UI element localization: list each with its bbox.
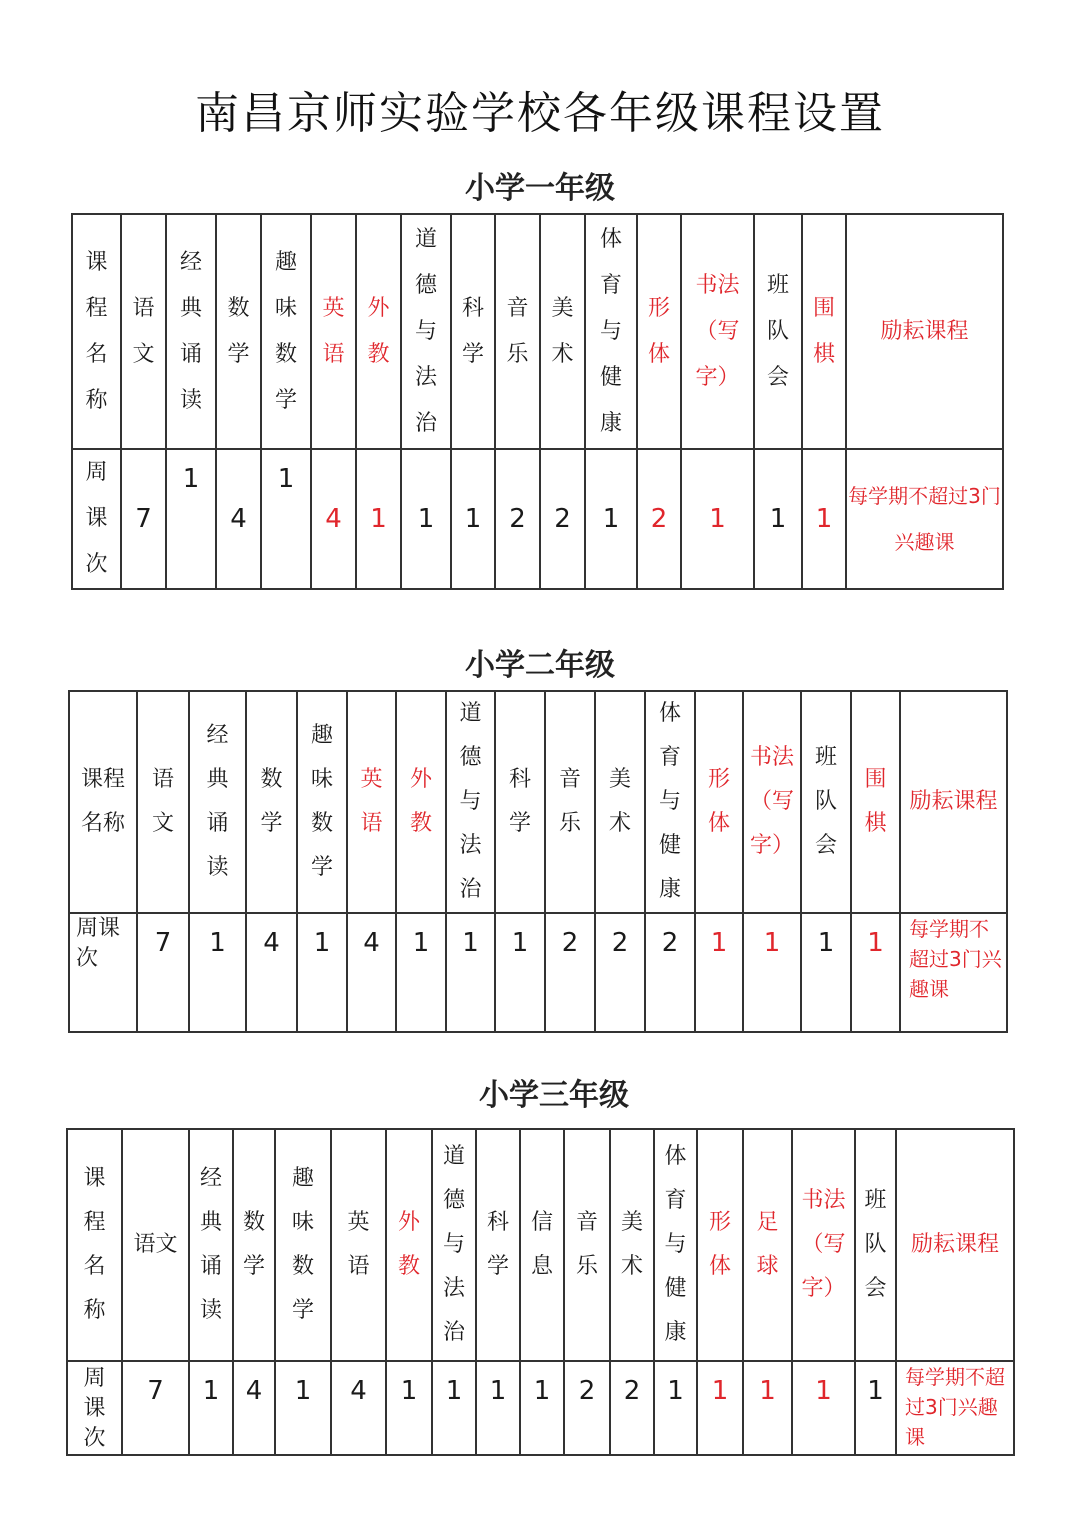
header-cell: 语文	[122, 1129, 189, 1361]
value-cell: 4	[311, 449, 356, 589]
value-cell: 2	[645, 913, 695, 1032]
header-cell: 形 体	[697, 1129, 743, 1361]
header-cell: 足 球	[743, 1129, 792, 1361]
value-cell: 1	[520, 1361, 564, 1455]
header-cell: 科 学	[495, 691, 545, 913]
row-label: 周课 次	[69, 913, 137, 1032]
value-cell: 4	[347, 913, 396, 1032]
value-cell: 7	[122, 1361, 189, 1455]
header-cell: 书法 （写 字）	[792, 1129, 855, 1361]
value-cell: 4	[331, 1361, 386, 1455]
value-cell: 1	[743, 913, 801, 1032]
page-title: 南昌京师实验学校各年级课程设置	[195, 88, 885, 140]
grade-2-table	[68, 690, 1008, 1033]
header-cell: 趣 味 数 学	[261, 214, 311, 449]
header-cell: 外 教	[386, 1129, 432, 1361]
row-label: 周 课 次	[67, 1361, 122, 1455]
header-cell: 书法 （写 字）	[681, 214, 754, 449]
value-cell: 1	[743, 1361, 792, 1455]
value-cell: 1	[792, 1361, 855, 1455]
value-cell: 1	[681, 449, 754, 589]
value-cell: 1	[275, 1361, 331, 1455]
value-cell: 1	[189, 913, 246, 1032]
header-cell: 科 学	[451, 214, 495, 449]
value-cell: 1	[855, 1361, 896, 1455]
header-cell: 科 学	[476, 1129, 520, 1361]
value-cell: 7	[137, 913, 189, 1032]
value-cell: 1	[754, 449, 802, 589]
value-cell: 1	[297, 913, 347, 1032]
value-cell: 1	[446, 913, 495, 1032]
header-cell: 语 文	[121, 214, 166, 449]
note-cell: 每学期不超过3门兴趣课	[896, 1361, 1014, 1455]
value-cell: 1	[396, 913, 446, 1032]
grade-1-title: 小学一年级	[465, 171, 615, 206]
value-cell: 4	[233, 1361, 275, 1455]
value-cell: 1	[451, 449, 495, 589]
row-label: 周 课 次	[72, 449, 121, 589]
header-cell: 音 乐	[564, 1129, 610, 1361]
value-cell: 1	[495, 913, 545, 1032]
value-cell: 1	[386, 1361, 432, 1455]
header-cell: 英 语	[331, 1129, 386, 1361]
header-cell: 班 队 会	[754, 214, 802, 449]
value-cell: 2	[540, 449, 585, 589]
header-cell: 形 体	[637, 214, 681, 449]
value-cell: 1	[476, 1361, 520, 1455]
header-cell: 课 程 名 称	[72, 214, 121, 449]
value-cell: 2	[564, 1361, 610, 1455]
value-cell: 1	[802, 449, 846, 589]
header-cell: 外 教	[396, 691, 446, 913]
note-cell: 每学期不超过3门兴趣课	[900, 913, 1007, 1032]
header-cell: 数 学	[233, 1129, 275, 1361]
value-cell: 1	[401, 449, 451, 589]
header-cell: 围 棋	[802, 214, 846, 449]
header-cell: 趣 味 数 学	[275, 1129, 331, 1361]
header-cell: 数 学	[216, 214, 261, 449]
value-cell: 1	[851, 913, 900, 1032]
value-cell: 2	[637, 449, 681, 589]
header-cell: 体 育 与 健 康	[585, 214, 637, 449]
header-cell: 班 队 会	[801, 691, 851, 913]
header-cell: 语 文	[137, 691, 189, 913]
grade-1-table	[71, 213, 1004, 590]
header-cell: 数 学	[246, 691, 297, 913]
value-cell: 2	[545, 913, 595, 1032]
header-cell: 班 队 会	[855, 1129, 896, 1361]
header-cell: 道 德 与 法 治	[446, 691, 495, 913]
value-cell: 1	[356, 449, 401, 589]
header-cell: 体 育 与 健 康	[645, 691, 695, 913]
header-cell: 形 体	[695, 691, 743, 913]
grade-2-title: 小学二年级	[465, 648, 615, 683]
value-cell: 1	[166, 449, 216, 589]
header-cell: 励耘课程	[900, 691, 1007, 913]
value-cell: 4	[216, 449, 261, 589]
value-cell: 1	[801, 913, 851, 1032]
grade-3-table	[66, 1128, 1015, 1456]
header-cell: 外 教	[356, 214, 401, 449]
header-cell: 趣 味 数 学	[297, 691, 347, 913]
header-cell: 经 典 诵 读	[166, 214, 216, 449]
header-cell: 课程 名称	[69, 691, 137, 913]
value-cell: 7	[121, 449, 166, 589]
header-cell: 体 育 与 健 康	[654, 1129, 697, 1361]
header-cell: 道 德 与 法 治	[432, 1129, 476, 1361]
header-cell: 经 典 诵 读	[189, 691, 246, 913]
header-cell: 音 乐	[545, 691, 595, 913]
header-cell: 书法 （写 字）	[743, 691, 801, 913]
header-cell: 美 术	[540, 214, 585, 449]
header-cell: 音 乐	[495, 214, 540, 449]
value-cell: 1	[695, 913, 743, 1032]
value-cell: 1	[654, 1361, 697, 1455]
header-cell: 经 典 诵 读	[189, 1129, 233, 1361]
header-cell: 英 语	[311, 214, 356, 449]
value-cell: 2	[495, 449, 540, 589]
header-cell: 励耘课程	[896, 1129, 1014, 1361]
header-cell: 道 德 与 法 治	[401, 214, 451, 449]
header-cell: 信 息	[520, 1129, 564, 1361]
header-cell: 英 语	[347, 691, 396, 913]
value-cell: 4	[246, 913, 297, 1032]
grade-3-title: 小学三年级	[479, 1078, 629, 1113]
value-cell: 1	[585, 449, 637, 589]
value-cell: 2	[610, 1361, 654, 1455]
value-cell: 1	[432, 1361, 476, 1455]
header-cell: 课 程 名 称	[67, 1129, 122, 1361]
value-cell: 1	[697, 1361, 743, 1455]
value-cell: 1	[261, 449, 311, 589]
header-cell: 围 棋	[851, 691, 900, 913]
note-cell: 每学期不超过3门兴趣课	[846, 449, 1003, 589]
header-cell: 美 术	[595, 691, 645, 913]
header-cell: 励耘课程	[846, 214, 1003, 449]
value-cell: 1	[189, 1361, 233, 1455]
header-cell: 美 术	[610, 1129, 654, 1361]
value-cell: 2	[595, 913, 645, 1032]
